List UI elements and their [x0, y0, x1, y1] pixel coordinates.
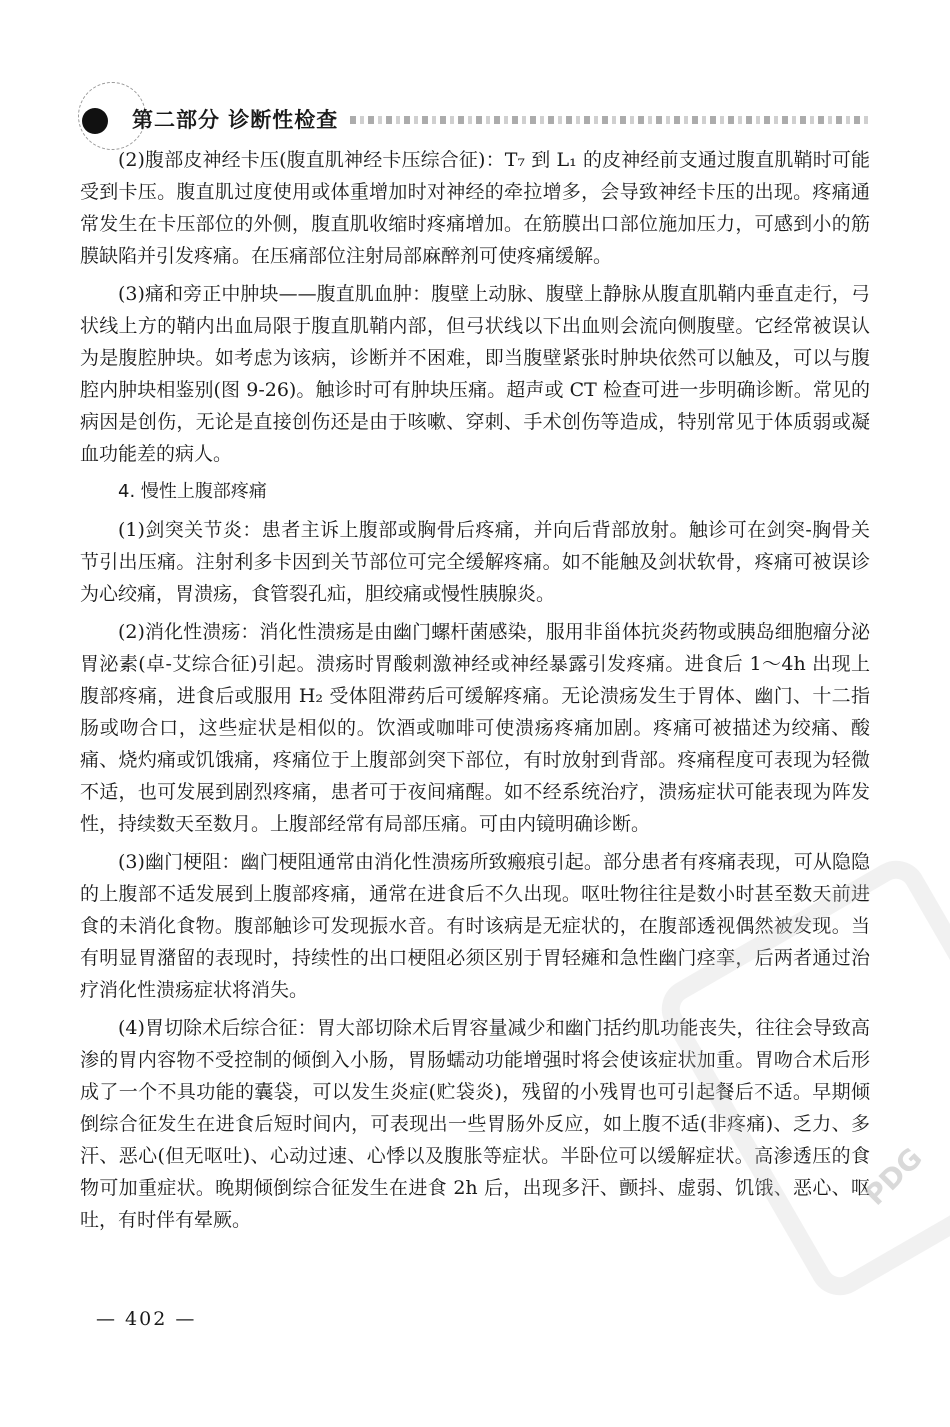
- paragraph-cutaneous-nerve: (2)腹部皮神经卡压(腹直肌神经卡压综合征)：T₇ 到 L₁ 的皮神经前支通过腹直肌鞘时可能受到卡压。腹直肌过度使用或体重增加时对神经的牵拉增多，会导致神经卡压的出现。疼痛通常发生在卡压部位的外侧，腹直肌收缩时疼痛增加。在筋膜出口部位施加压力，可感到小的筋膜缺陷并引发疼痛。在压痛部位注射局部麻醉剂可使疼痛缓解。: [80, 149, 870, 267]
- page-header: [70, 72, 890, 132]
- subheading-chronic-epigastric-pain: 4. 慢性上腹部疼痛: [118, 481, 267, 502]
- page-number: — 402 —: [96, 1308, 197, 1330]
- paragraph-xiphoid-arthritis: (1)剑突关节炎：患者主诉上腹部或胸骨后疼痛，并向后背部放射。触诊可在剑突-胸骨关节引出压痛。注射利多卡因到关节部位可完全缓解疼痛。如不能触及剑状软骨，疼痛可被误诊为心绞痛，胃溃疡，食管裂孔疝，胆绞痛或慢性胰腺炎。: [80, 519, 870, 605]
- paragraph-peptic-ulcer: (2)消化性溃疡：消化性溃疡是由幽门螺杆菌感染，服用非甾体抗炎药物或胰岛细胞瘤分泌胃泌素(卓-艾综合征)引起。溃疡时胃酸刺激神经或神经暴露引发疼痛。进食后 1～4h 出现上腹部疼痛，进食后或服用 H₂ 受体阻滞药后可缓解疼痛。无论溃疡发生于胃体、幽门、十二指肠或吻合口，这些症状是相似的。饮酒或咖啡可使溃疡疼痛加剧。疼痛可被描述为绞痛、酸痛、烧灼痛或饥饿痛，疼痛位于上腹部剑突下部位，有时放射到背部。疼痛程度可表现为轻微不适，也可发展到剧烈疼痛，患者可于夜间痛醒。如不经系统治疗，溃疡症状可能表现为阵发性，持续数天至数月。上腹部经常有局部压痛。可由内镜明确诊断。: [80, 621, 870, 835]
- header-rule: [350, 116, 870, 124]
- paragraph-rectus-hematoma: (3)痛和旁正中肿块——腹直肌血肿：腹壁上动脉、腹壁上静脉从腹直肌鞘内垂直走行，弓状线上方的鞘内出血局限于腹直肌鞘内部，但弓状线以下出血则会流向侧腹壁。它经常被误认为是腹腔肿块。如考虑为该病，诊断并不困难，即当腹壁紧张时肿块依然可以触及，可以与腹腔内肿块相鉴别(图 9-26)。触诊时可有肿块压痛。超声或 CT 检查可进一步明确诊断。常见的病因是创伤，无论是直接创伤还是由于咳嗽、穿刺、手术创伤等造成，特别常见于体质弱或凝血功能差的病人。: [80, 283, 870, 465]
- paragraph-postgastrectomy: (4)胃切除术后综合征：胃大部切除术后胃容量减少和幽门括约肌功能丧失，往往会导致高渗的胃内容物不受控制的倾倒入小肠，胃肠蠕动功能增强时将会使该症状加重。胃吻合术后形成了一个不具功能的囊袋，可以发生炎症(贮袋炎)，残留的小残胃也可引起餐后不适。早期倾倒综合征发生在进食后短时间内，可表现出一些胃肠外反应，如上腹不适(非疼痛)、乏力、多汗、恶心(但无呕吐)、心动过速、心悸以及腹胀等症状。半卧位可以缓解症状。高渗透压的食物可加重症状。晚期倾倒综合征发生在进食 2h 后，出现多汗、颤抖、虚弱、饥饿、恶心、呕吐，有时伴有晕厥。: [80, 1017, 870, 1231]
- bullet-dot-icon: [82, 108, 108, 134]
- paragraph-pyloric-obstruction: (3)幽门梗阻：幽门梗阻通常由消化性溃疡所致瘢痕引起。部分患者有疼痛表现，可从隐隐的上腹部不适发展到上腹部疼痛，通常在进食后不久出现。呕吐物往往是数小时甚至数天前进食的未消化食物。腹部触诊可发现振水音。有时该病是无症状的，在腹部透视偶然被发现。当有明显胃潴留的表现时，持续性的出口梗阻必须区别于胃轻瘫和急性幽门痉挛，后两者通过治疗消化性溃疡症状将消失。: [80, 851, 870, 1001]
- section-title: 第二部分 诊断性检查: [132, 108, 339, 132]
- watermark-text: PDG: [858, 1141, 929, 1212]
